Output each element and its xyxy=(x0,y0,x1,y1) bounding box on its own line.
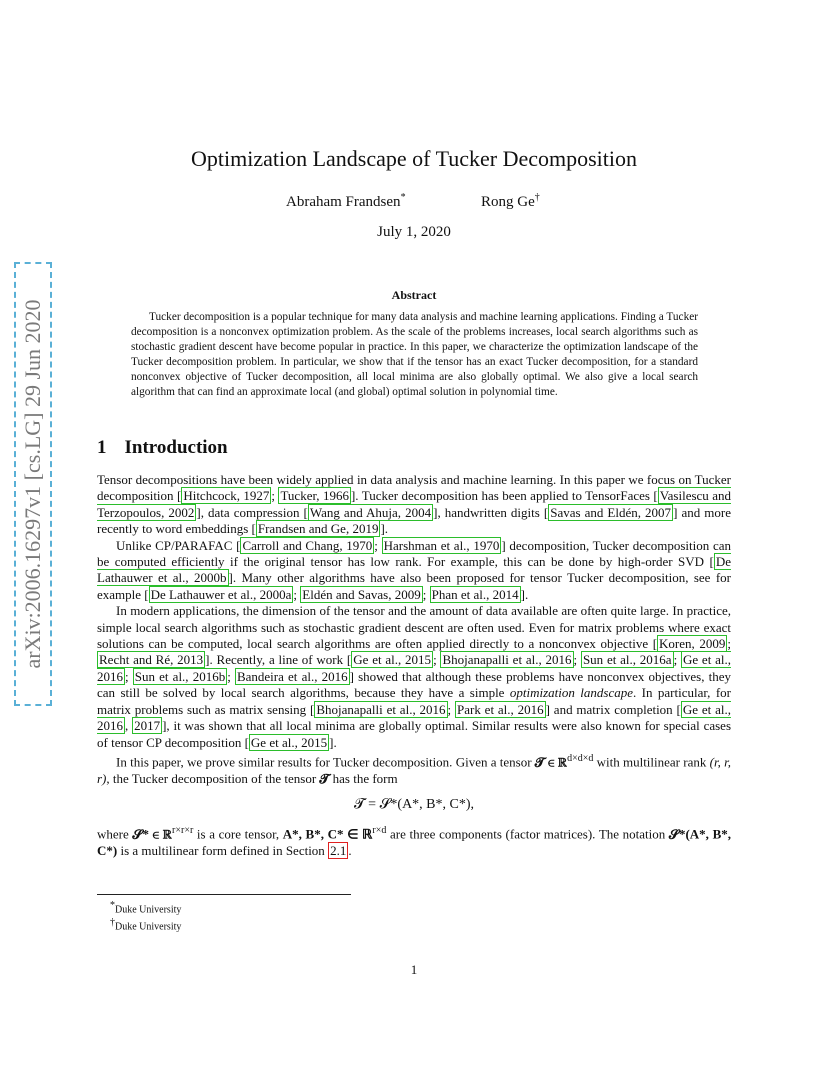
citation-link[interactable]: Sun et al., 2016a xyxy=(582,652,672,668)
paragraph-5: where 𝓢* ∈ ℝ$^{r\times r\times r}$ is a core tensor, A*, B*, C* ∈ ℝ$^{r\times d}$ are three components (factor matrices). The notation 𝓢*(A*, B*, C*) is a multilinear form defined in Section 2.1 . xyxy=(97,825,731,859)
citation-link[interactable]: Ge et al., 2016 xyxy=(97,701,731,734)
footnote-2: †Duke University xyxy=(110,917,182,933)
section-title: Introduction xyxy=(124,437,228,458)
arxiv-stamp-text: arXiv:2006.16297v1 [cs.LG] 29 Jun 2020 xyxy=(20,299,45,669)
footnote-rule xyxy=(97,894,351,895)
citation-link[interactable]: Savas and Eldén, 2007 xyxy=(550,504,672,520)
citation-link[interactable]: Ge et al., 2016 xyxy=(97,652,731,684)
citation-link[interactable]: Frandsen and Ge, 2019 xyxy=(257,521,379,537)
section-ref-link[interactable]: 2.1 xyxy=(330,843,347,859)
citation-link[interactable]: De Lathauwer et al., 2000a xyxy=(150,586,292,602)
citation-link[interactable]: Phan et al., 2014 xyxy=(431,586,519,602)
equation-tucker: 𝓣 = 𝓢*(A*, B*, C*), xyxy=(353,797,475,813)
citation-link[interactable]: Bhojanapalli et al., 2016 xyxy=(442,652,572,668)
paragraph-4: In this paper, we prove similar results for Tucker decomposition. Given a tensor 𝓣 ∈ ℝ$^{d\times d\times d}$ with multilinear rank (r, r, r), the Tucker decomposition of the tensor 𝓣 has the form xyxy=(97,752,731,786)
author-1: Abraham Frandsen* xyxy=(286,192,406,210)
citation-link[interactable]: Tucker, 1966 xyxy=(280,488,349,504)
section-heading xyxy=(97,437,228,459)
citation-link[interactable]: Ge et al., 2015 xyxy=(250,734,328,750)
citation-link[interactable]: Ge et al., 2015 xyxy=(353,652,432,668)
citation-link[interactable]: Park et al., 2016 xyxy=(457,701,544,717)
section-body xyxy=(97,472,731,860)
citation-link[interactable]: Wang and Ahuja, 2004 xyxy=(309,504,432,520)
citation-link[interactable]: Hitchcock, 1927 xyxy=(183,488,270,504)
citation-link[interactable]: Harshman et al., 1970 xyxy=(383,537,500,553)
section-number: 1 xyxy=(97,437,107,458)
footnotes xyxy=(110,899,181,934)
author-2: Rong Ge† xyxy=(481,192,540,210)
abstract-body xyxy=(131,310,698,400)
page-number: 1 xyxy=(410,962,418,977)
citation-link[interactable]: 2017 xyxy=(134,718,161,734)
citation-link[interactable]: Vasilescu and Terzopoulos, 2002 xyxy=(97,488,731,520)
citation-link[interactable]: Carroll and Chang, 1970 xyxy=(242,537,373,553)
paragraph-1: Tensor decompositions have been widely applied in data analysis and machine learning. In this paper we focus on Tucker decomposition [ Hitchcock, 1927 ; Tucker, 1966 ]. Tucker decomposition has been applied to TensorFaces [ Vasilescu and Terzopoulos, 2002 ], data compression [ Wang and Ahuja, 2004 ], handwritten digits [ Savas and Eldén, 2007 ] and more recently to word embeddings [ Frandsen and Ge, 2019 ]. xyxy=(97,472,731,537)
citation-link[interactable]: De Lathauwer et al., 2000b xyxy=(97,554,731,586)
citation-link[interactable]: Bandeira et al., 2016 xyxy=(236,668,348,684)
abstract-text: Tucker decomposition is a popular technique for many data analysis and machine learning applications. Finding a Tucker decomposition is a nonconvex optimization problem. As the scale of the problems increases, local search algorithms such as stochastic gradient descent have become popular in practice. In this paper, we characterize the optimization landscape of the Tucker decomposition problem. In particular, we show that if the tensor has an exact Tucker decomposition, for a standard nonconvex objective of Tucker decomposition, all local minima are also globally optimal. We also give a local search algorithm that can find an approximate local (and global) optimal solution in polynomial time. xyxy=(131,311,698,398)
citation-link[interactable]: Eldén and Savas, 2009 xyxy=(302,586,421,602)
citation-link[interactable]: Recht and Ré, 2013 xyxy=(99,652,204,668)
citation-link[interactable]: Bhojanapalli et al., 2016 xyxy=(316,701,446,717)
arxiv-stamp xyxy=(14,262,52,706)
paper-date: July 1, 2020 xyxy=(377,224,451,240)
paragraph-3: In modern applications, the dimension of the tensor and the amount of data available are often quite large. In practice, simple local search algorithms such as stochastic gradient descent are often used. Even for matrix problems where exact solutions can be computed, local search algorithms are often applied directly to a nonconvex objective [ Koren, 2009 ; Recht and Ré, 2013 ]. Recently, a line of work [ Ge et al., 2015 ; Bhojanapalli et al., 2016 ; Sun et al., 2016a ; Ge et al., 2016 ; Sun et al., 2016b ; Bandeira et al., 2016 ] showed that although these problems have nonconvex objectives, they can still be solved by local search algorithms, because they have a simple optimization landscape. In particular, for matrix problems such as matrix sensing [ Bhojanapalli et al., 2016 ; Park et al., 2016 ] and matrix completion [ Ge et al., 2016 , 2017 ], it was shown that all local minima are globally optimal. Similar results were also known for special cases of tensor CP decomposition [ Ge et al., 2015 ]. xyxy=(97,603,732,750)
paragraph-2: Unlike CP/PARAFAC [ Carroll and Chang, 1970 ; Harshman et al., 1970 ] decomposition, Tucker decomposition can be computed efficiently if the original tensor has low rank. For example, this can be done by high-order SVD [ De Lathauwer et al., 2000b ]. Many other algorithms have also been proposed for tensor Tucker decomposition, see for example [ De Lathauwer et al., 2000a ; Eldén and Savas, 2009 ; Phan et al., 2014 ]. xyxy=(97,537,731,602)
citation-link[interactable]: Sun et al., 2016b xyxy=(134,668,226,684)
paper-title: Optimization Landscape of Tucker Decomposition xyxy=(190,146,638,171)
footnote-1: *Duke University xyxy=(110,900,182,916)
abstract-heading: Abstract xyxy=(391,288,437,302)
citation-link[interactable]: Koren, 2009 xyxy=(659,636,726,652)
